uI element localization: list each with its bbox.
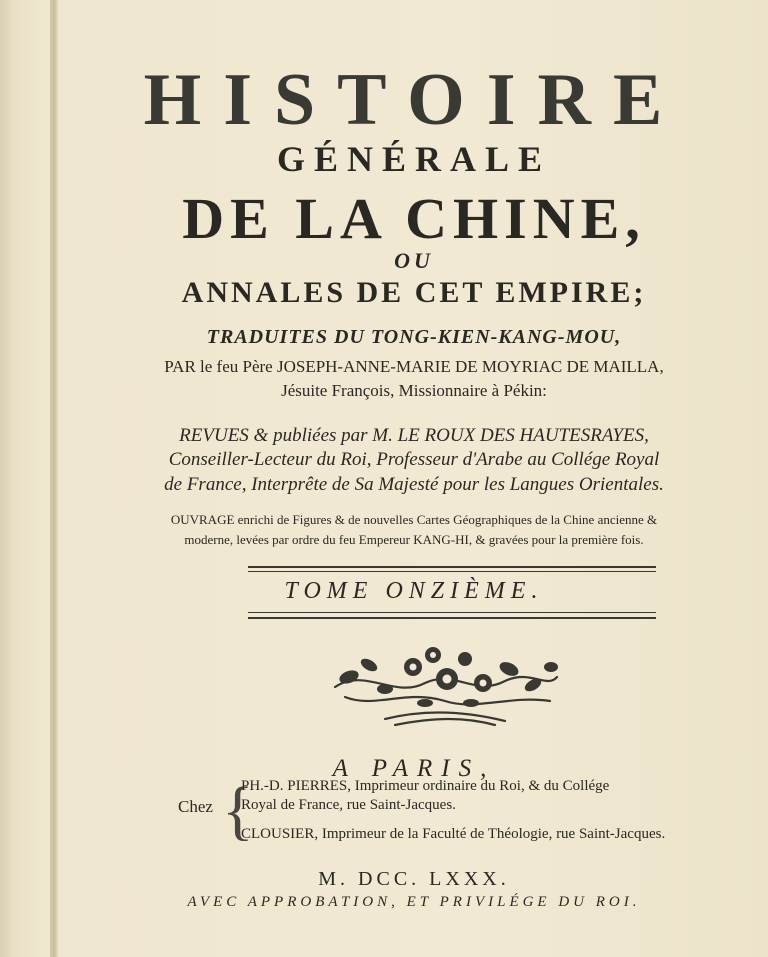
title-de-la-chine: DE LA CHINE,	[182, 186, 646, 251]
publisher-1-line-2: Royal de France, rue Saint-Jacques.	[241, 797, 456, 813]
work-note-line-2: moderne, levées par ordre du feu Empereur KANG-HI, & gravées pour la première fois.	[184, 532, 644, 547]
imprint-city: A PARIS,	[332, 755, 496, 782]
title-ou: OU	[394, 248, 434, 273]
author-line-1: PAR le feu Père JOSEPH-ANNE-MARIE DE MOYRIAC DE MAILLA,	[164, 357, 664, 376]
publisher-2: CLOUSIER, Imprimeur de la Faculté de Théologie, rue Saint-Jacques.	[241, 826, 666, 842]
rule-bottom	[248, 617, 656, 619]
publication-date: M. DCC. LXXX.	[318, 868, 510, 890]
editor-line-1: REVUES & publiées par M. LE ROUX DES HAUTESRAYES,	[179, 425, 649, 446]
title-generale: GÉNÉRALE	[276, 139, 552, 179]
rule-top-inner	[248, 571, 656, 572]
floral-vignette-icon	[325, 637, 565, 729]
title-histoire: HISTOIRE	[143, 59, 685, 141]
imprint-chez: Chez	[178, 797, 213, 816]
title-annales: ANNALES DE CET EMPIRE;	[181, 276, 647, 309]
title-traduites: TRADUITES DU TONG-KIEN-KANG-MOU,	[206, 326, 622, 348]
rule-top	[248, 566, 656, 568]
editor-line-3: de France, Interprête de Sa Majesté pour les Langues Orientales.	[164, 474, 664, 495]
imprint-brace: {	[222, 774, 254, 847]
book-gutter	[50, 0, 58, 957]
volume-title: TOME ONZIÈME.	[284, 578, 544, 604]
work-note-line-1: OUVRAGE enrichi de Figures & de nouvelles Cartes Géographiques de la Chine ancienne &	[170, 512, 658, 527]
publisher-1-line-1: PH.-D. PIERRES, Imprimeur ordinaire du Roi, & du Collége	[241, 778, 610, 794]
author-line-2: Jésuite François, Missionnaire à Pékin:	[281, 381, 547, 400]
rule-bottom-inner	[248, 612, 656, 613]
editor-line-2: Conseiller-Lecteur du Roi, Professeur d'Arabe au Collége Royal	[168, 449, 660, 470]
approbation-line: AVEC APPROBATION, ET PRIVILÉGE DU ROI.	[187, 894, 641, 910]
